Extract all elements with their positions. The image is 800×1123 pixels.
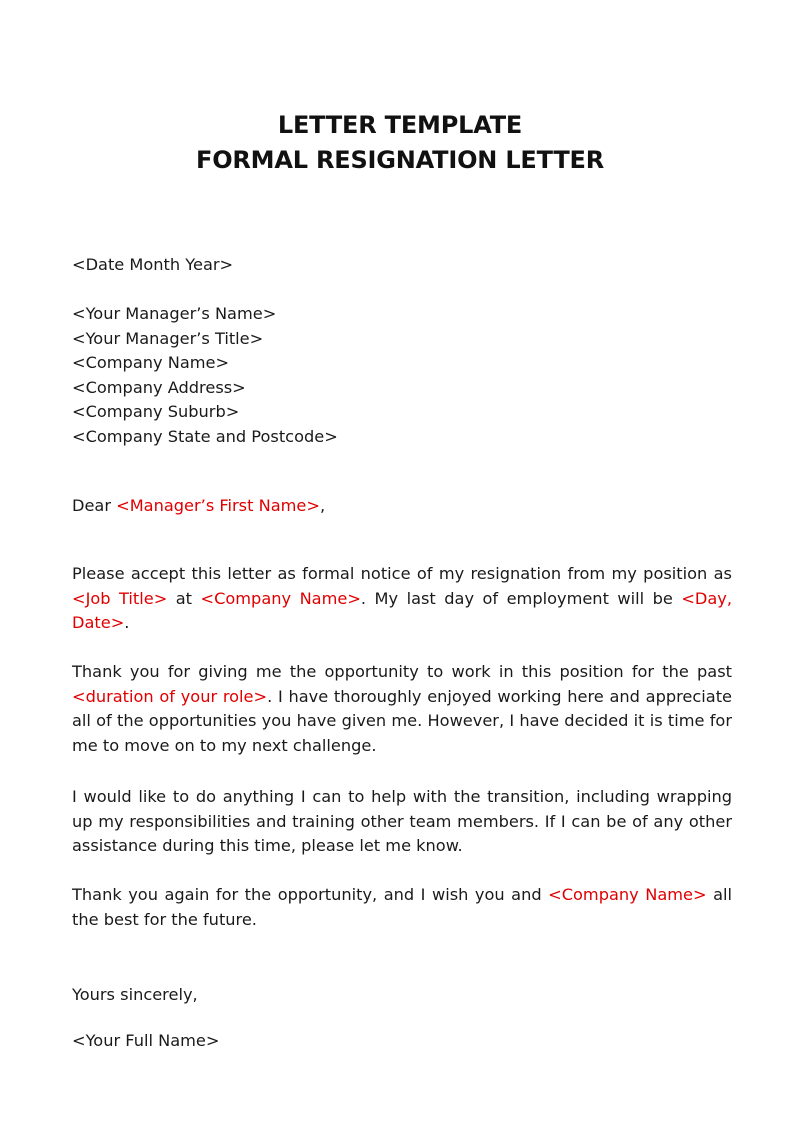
p1-company-name-placeholder: <Company Name> <box>200 588 361 608</box>
signature-placeholder: <Your Full Name> <box>72 1031 220 1050</box>
p2-text-1: Thank you for giving me the opportunity to work in this position for the past <box>72 662 732 681</box>
p4-text-1: Thank you again for the opportunity, and I wish you and <box>72 885 549 904</box>
recipient-manager-name: <Your Manager’s Name> <box>72 304 277 323</box>
p1-text-3: . My last day of employment will be <box>360 588 682 608</box>
p1-text-2: at <box>167 588 201 608</box>
p1-text-4: . <box>124 613 130 633</box>
title-line-letter-type: FORMAL RESIGNATION LETTER <box>196 146 604 174</box>
recipient-company-name: <Company Name> <box>72 353 230 373</box>
paragraph-thanks <box>72 660 732 758</box>
p1-job-title-placeholder: <Job Title> <box>72 588 168 608</box>
recipient-manager-title: <Your Manager’s Title> <box>72 328 264 348</box>
salutation-suffix: , <box>319 496 326 515</box>
letter-title <box>0 108 800 178</box>
p4-company-name-placeholder: <Company Name> <box>548 885 707 904</box>
p1-day-date-placeholder: <Day, Date> <box>72 588 733 633</box>
paragraph-notice <box>72 562 732 636</box>
recipient-address-block <box>72 302 338 450</box>
p2-duration-placeholder: <duration of your role> <box>72 686 268 706</box>
salutation-prefix: Dear <box>72 496 117 515</box>
recipient-company-suburb: <Company Suburb> <box>72 402 240 422</box>
salutation <box>72 494 325 519</box>
date-placeholder: <Date Month Year> <box>72 255 234 274</box>
recipient-company-address: <Company Address> <box>72 377 246 397</box>
p2-text-2: . I have thoroughly enjoyed working here and appreciate all of the opportunities you have given me. However, I have decided it is time for me to move on to my next challenge. <box>72 686 732 755</box>
closing: Yours sincerely, <box>72 985 198 1004</box>
paragraph-farewell <box>72 883 732 932</box>
title-line-template: LETTER TEMPLATE <box>277 111 523 139</box>
p3-text: I would like to do anything I can to help with the transition, including wrapping up my responsibilities and training other team members. If I can be of any other assistance during this time, please let me know. <box>72 787 732 856</box>
recipient-company-state-postcode: <Company State and Postcode> <box>72 426 338 446</box>
paragraph-transition <box>72 785 732 859</box>
p4-text-2: all the best for the future. <box>72 885 733 929</box>
salutation-name-placeholder: <Manager’s First Name> <box>116 496 320 515</box>
p1-text-1: Please accept this letter as formal notice of my resignation from my position as <box>72 564 732 583</box>
